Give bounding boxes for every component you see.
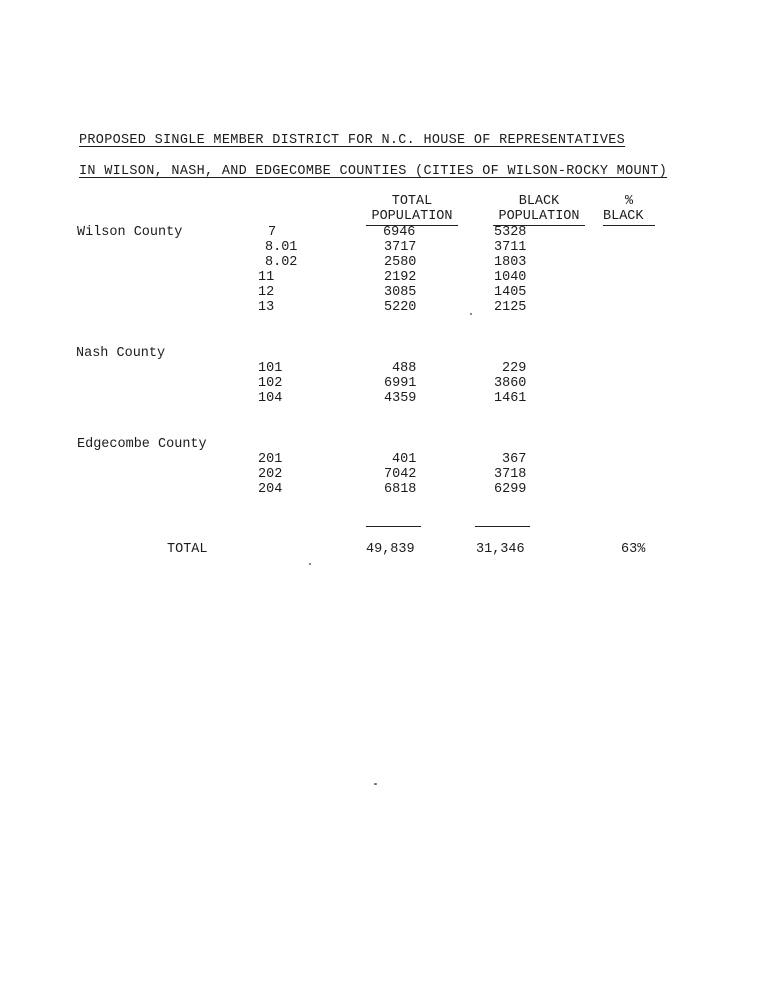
total-sum-rule	[366, 526, 421, 527]
totals-percent-black: 63%	[621, 542, 646, 557]
header-total-line-2: POPULATION	[366, 209, 458, 226]
tract-number: 101	[258, 361, 283, 376]
county-name: Wilson County	[77, 225, 183, 240]
totals-total-population: 49,839	[366, 542, 415, 557]
black-population: 6299	[494, 482, 527, 497]
tract-number: 13	[258, 300, 275, 315]
header-black-line-1: BLACK	[518, 194, 560, 209]
tract-number: 7	[268, 225, 277, 240]
scan-speck	[309, 563, 311, 565]
total-population: 5220	[384, 300, 417, 315]
black-population: 1405	[494, 285, 527, 300]
total-population: 3717	[384, 240, 417, 255]
tract-number: 201	[258, 452, 283, 467]
tract-number: 8.02	[265, 255, 298, 270]
total-population: 6946	[383, 225, 416, 240]
black-population: 3718	[494, 467, 527, 482]
header-pct-line-2: BLACK	[603, 209, 655, 226]
black-population: 1461	[494, 391, 527, 406]
tract-number: 11	[258, 270, 275, 285]
total-population: 6991	[384, 376, 417, 391]
total-population: 2192	[384, 270, 417, 285]
tract-number: 202	[258, 467, 283, 482]
black-population: 367	[502, 452, 527, 467]
scan-speck	[470, 313, 472, 315]
totals-label: TOTAL	[167, 542, 208, 557]
header-total-line-1: TOTAL	[391, 194, 433, 209]
tract-number: 102	[258, 376, 283, 391]
tract-number: 204	[258, 482, 283, 497]
tract-number: 8.01	[265, 240, 298, 255]
black-population: 229	[502, 361, 527, 376]
total-population: 3085	[384, 285, 417, 300]
total-population: 401	[392, 452, 417, 467]
black-population: 5328	[494, 225, 527, 240]
county-name: Edgecombe County	[77, 437, 207, 452]
tract-number: 104	[258, 391, 283, 406]
black-population: 3711	[494, 240, 527, 255]
title-line-2: IN WILSON, NASH, AND EDGECOMBE COUNTIES (CITIES OF WILSON-ROCKY MOUNT)	[79, 164, 668, 179]
total-population: 4359	[384, 391, 417, 406]
scan-speck	[374, 783, 377, 785]
header-pct-line-1: %	[624, 194, 634, 209]
total-population: 6818	[384, 482, 417, 497]
county-name: Nash County	[76, 346, 166, 361]
black-population: 1040	[494, 270, 527, 285]
totals-black-population: 31,346	[476, 542, 525, 557]
header-black-line-2: POPULATION	[493, 209, 585, 226]
total-population: 488	[392, 361, 417, 376]
tract-number: 12	[258, 285, 275, 300]
black-population: 3860	[494, 376, 527, 391]
title-line-1: PROPOSED SINGLE MEMBER DISTRICT FOR N.C. HOUSE OF REPRESENTATIVES	[79, 133, 626, 148]
black-sum-rule	[475, 526, 530, 527]
total-population: 2580	[384, 255, 417, 270]
total-population: 7042	[384, 467, 417, 482]
black-population: 1803	[494, 255, 527, 270]
black-population: 2125	[494, 300, 527, 315]
